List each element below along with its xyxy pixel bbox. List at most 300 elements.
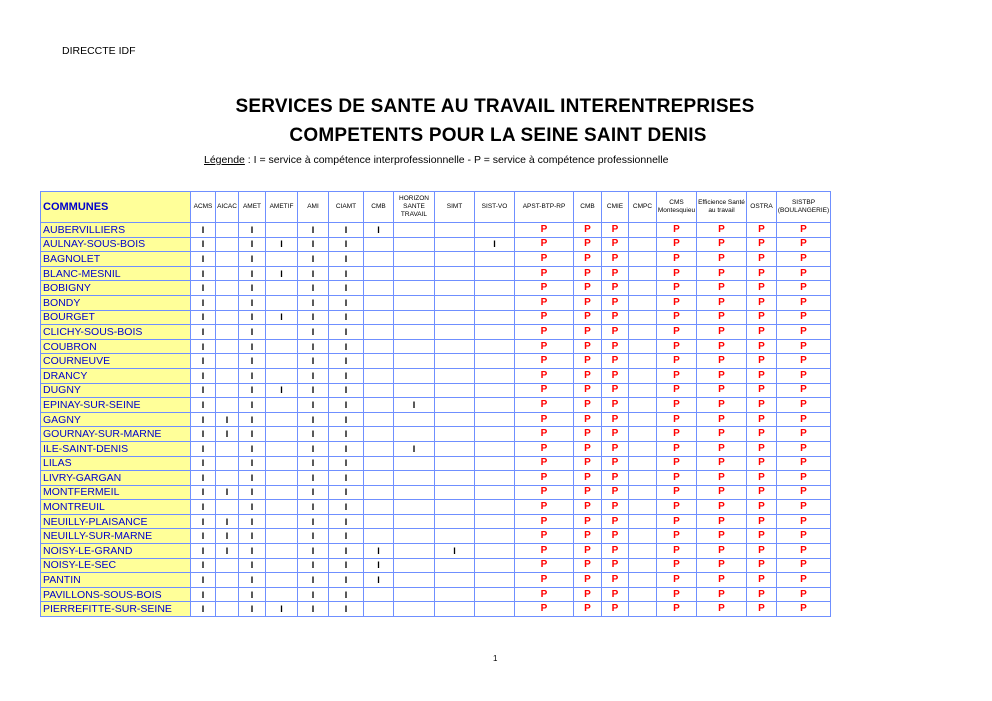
service-cell: P (602, 368, 629, 383)
service-cell: P (515, 368, 574, 383)
service-cell: P (697, 325, 747, 340)
service-cell: I (329, 485, 364, 500)
service-cell: P (657, 398, 697, 413)
service-cell: P (777, 266, 831, 281)
service-cell (435, 587, 475, 602)
service-cell (364, 368, 394, 383)
service-cell: I (298, 325, 329, 340)
service-cell (629, 383, 657, 398)
service-cell: I (329, 237, 364, 252)
table-row (41, 398, 831, 413)
service-cell: P (777, 558, 831, 573)
service-cell: I (216, 412, 239, 427)
service-cell: P (574, 485, 602, 500)
service-cell: I (191, 456, 216, 471)
commune-name: LIVRY-GARGAN (41, 471, 191, 486)
service-cell (629, 558, 657, 573)
service-cell: I (239, 354, 266, 369)
service-cell (475, 398, 515, 413)
table-row (41, 266, 831, 281)
service-cell: P (697, 514, 747, 529)
service-cell: P (697, 441, 747, 456)
service-cell: P (777, 237, 831, 252)
service-cell (435, 602, 475, 617)
service-cell: I (329, 500, 364, 515)
service-cell: P (657, 339, 697, 354)
service-cell (475, 544, 515, 559)
service-cell: P (657, 471, 697, 486)
service-cell: P (515, 456, 574, 471)
service-cell (266, 441, 298, 456)
service-cell (394, 383, 435, 398)
service-cell (475, 266, 515, 281)
service-cell (394, 295, 435, 310)
service-cell: P (574, 573, 602, 588)
service-cell: P (697, 266, 747, 281)
service-cell (216, 295, 239, 310)
service-cell (435, 485, 475, 500)
service-cell (216, 558, 239, 573)
service-cell (364, 529, 394, 544)
table-row (41, 368, 831, 383)
service-cell: I (239, 223, 266, 238)
service-cell: P (602, 398, 629, 413)
service-cell: I (329, 310, 364, 325)
service-cell (266, 412, 298, 427)
service-cell: P (697, 252, 747, 267)
service-cell: P (574, 514, 602, 529)
service-cell: I (298, 368, 329, 383)
service-cell: P (657, 354, 697, 369)
service-cell: I (329, 354, 364, 369)
service-cell (629, 427, 657, 442)
service-cell: P (515, 441, 574, 456)
service-cell (364, 281, 394, 296)
column-header: CIAMT (329, 192, 364, 223)
table-row (41, 485, 831, 500)
service-cell: I (266, 602, 298, 617)
service-cell (266, 529, 298, 544)
service-cell: I (191, 544, 216, 559)
service-cell: P (602, 252, 629, 267)
service-cell (216, 456, 239, 471)
service-cell: I (329, 266, 364, 281)
service-cell: P (697, 485, 747, 500)
service-cell: I (191, 295, 216, 310)
service-cell: P (602, 485, 629, 500)
service-cell: I (191, 514, 216, 529)
service-cell: P (777, 368, 831, 383)
table-row (41, 383, 831, 398)
service-cell: P (777, 544, 831, 559)
service-cell: P (747, 427, 777, 442)
service-cell: P (574, 500, 602, 515)
service-cell (629, 252, 657, 267)
service-cell (394, 354, 435, 369)
service-cell: P (747, 383, 777, 398)
service-cell: P (657, 266, 697, 281)
page-number: 1 (493, 654, 498, 663)
service-cell (435, 529, 475, 544)
column-header: OSTRA (747, 192, 777, 223)
service-cell (629, 237, 657, 252)
service-cell (364, 441, 394, 456)
service-cell: P (574, 295, 602, 310)
service-cell (475, 514, 515, 529)
commune-name: BAGNOLET (41, 252, 191, 267)
service-cell: I (239, 295, 266, 310)
service-cell: P (657, 544, 697, 559)
service-cell: I (329, 325, 364, 340)
service-cell: I (191, 573, 216, 588)
service-cell: P (657, 310, 697, 325)
service-cell: I (329, 412, 364, 427)
service-cell (266, 252, 298, 267)
commune-name: AUBERVILLIERS (41, 223, 191, 238)
service-cell (266, 558, 298, 573)
commune-name: EPINAY-SUR-SEINE (41, 398, 191, 413)
service-cell (364, 339, 394, 354)
commune-name: MONTFERMEIL (41, 485, 191, 500)
service-cell (435, 471, 475, 486)
service-cell (394, 544, 435, 559)
service-cell (266, 587, 298, 602)
service-cell: P (657, 368, 697, 383)
service-cell (364, 325, 394, 340)
service-cell: I (329, 295, 364, 310)
service-cell: I (298, 295, 329, 310)
service-cell: I (239, 412, 266, 427)
service-cell: P (777, 310, 831, 325)
column-header: CMIE (602, 192, 629, 223)
service-cell (364, 383, 394, 398)
service-cell (216, 441, 239, 456)
service-cell (216, 223, 239, 238)
service-cell: I (364, 223, 394, 238)
service-cell: P (574, 412, 602, 427)
service-cell (629, 544, 657, 559)
service-cell (435, 500, 475, 515)
service-cell (216, 266, 239, 281)
service-cell: P (747, 558, 777, 573)
table-row (41, 602, 831, 617)
service-cell: P (515, 266, 574, 281)
commune-name: GAGNY (41, 412, 191, 427)
service-cell: I (191, 223, 216, 238)
service-cell: P (747, 281, 777, 296)
service-cell (364, 587, 394, 602)
service-cell: P (697, 339, 747, 354)
column-header: Efficience Santé au travail (697, 192, 747, 223)
table-row (41, 573, 831, 588)
service-cell (475, 602, 515, 617)
service-cell: P (777, 514, 831, 529)
column-header: CMB (364, 192, 394, 223)
service-cell (266, 485, 298, 500)
service-cell: I (329, 398, 364, 413)
service-cell: I (191, 354, 216, 369)
service-cell (266, 223, 298, 238)
service-cell: P (515, 587, 574, 602)
service-cell: P (777, 500, 831, 515)
service-cell: P (777, 456, 831, 471)
service-cell: I (191, 485, 216, 500)
service-cell: P (574, 310, 602, 325)
service-cell (475, 281, 515, 296)
service-cell: P (515, 339, 574, 354)
service-cell (475, 295, 515, 310)
service-cell (394, 368, 435, 383)
service-cell: I (216, 427, 239, 442)
service-cell: I (394, 441, 435, 456)
service-cell: P (515, 514, 574, 529)
service-cell: P (515, 325, 574, 340)
service-cell: P (697, 573, 747, 588)
service-cell: P (574, 223, 602, 238)
service-cell (629, 368, 657, 383)
service-cell: I (329, 471, 364, 486)
service-cell: I (329, 514, 364, 529)
service-cell: I (298, 427, 329, 442)
service-cell: P (697, 602, 747, 617)
service-cell: I (364, 573, 394, 588)
service-cell: P (747, 398, 777, 413)
table-row (41, 544, 831, 559)
service-cell: I (298, 310, 329, 325)
service-cell (266, 500, 298, 515)
service-cell: P (777, 295, 831, 310)
service-cell: I (239, 558, 266, 573)
service-cell (629, 281, 657, 296)
service-cell (364, 252, 394, 267)
service-cell (266, 368, 298, 383)
service-cell: I (475, 237, 515, 252)
service-cell: I (298, 529, 329, 544)
service-cell (435, 281, 475, 296)
service-cell: P (697, 412, 747, 427)
service-cell: P (747, 602, 777, 617)
column-header: ACMS (191, 192, 216, 223)
service-cell: P (515, 529, 574, 544)
service-cell: I (266, 237, 298, 252)
column-header-communes: COMMUNES (41, 192, 191, 223)
service-cell (266, 427, 298, 442)
service-cell: P (574, 266, 602, 281)
commune-name: BONDY (41, 295, 191, 310)
service-cell: P (602, 456, 629, 471)
service-cell (216, 252, 239, 267)
service-cell: P (515, 383, 574, 398)
service-cell: P (657, 237, 697, 252)
service-cell: I (239, 339, 266, 354)
commune-name: PAVILLONS-SOUS-BOIS (41, 587, 191, 602)
service-cell: I (191, 412, 216, 427)
service-cell: I (239, 310, 266, 325)
service-cell: P (657, 252, 697, 267)
service-cell: I (216, 529, 239, 544)
service-cell: P (657, 412, 697, 427)
service-cell: P (574, 456, 602, 471)
service-cell: I (191, 558, 216, 573)
table-row (41, 339, 831, 354)
service-cell: P (657, 529, 697, 544)
service-cell: P (697, 427, 747, 442)
service-cell (266, 325, 298, 340)
service-cell: I (329, 427, 364, 442)
service-cell: P (602, 427, 629, 442)
service-cell: I (298, 558, 329, 573)
service-cell: P (777, 412, 831, 427)
service-cell: I (239, 485, 266, 500)
service-cell: P (777, 383, 831, 398)
column-header: HORIZON SANTE TRAVAIL (394, 192, 435, 223)
service-cell: I (298, 514, 329, 529)
service-cell (475, 587, 515, 602)
service-cell: I (239, 573, 266, 588)
service-cell: P (515, 295, 574, 310)
service-cell: P (657, 514, 697, 529)
service-cell: P (657, 325, 697, 340)
service-cell: P (602, 587, 629, 602)
service-cell: I (298, 339, 329, 354)
service-cell (394, 471, 435, 486)
table-row (41, 456, 831, 471)
service-cell: P (515, 500, 574, 515)
service-cell: I (329, 281, 364, 296)
service-cell: P (697, 281, 747, 296)
service-cell: P (747, 252, 777, 267)
service-cell: P (515, 281, 574, 296)
service-cell: I (298, 485, 329, 500)
service-cell: P (777, 485, 831, 500)
service-cell: I (191, 310, 216, 325)
service-cell: I (329, 252, 364, 267)
service-cell: P (777, 281, 831, 296)
service-cell: I (266, 266, 298, 281)
commune-name: COURNEUVE (41, 354, 191, 369)
service-cell: I (298, 456, 329, 471)
service-cell: P (657, 558, 697, 573)
service-cell (435, 252, 475, 267)
service-cell: P (747, 544, 777, 559)
service-cell: P (747, 485, 777, 500)
service-cell: I (216, 514, 239, 529)
service-cell (629, 587, 657, 602)
service-cell: I (216, 544, 239, 559)
service-cell (394, 427, 435, 442)
commune-name: GOURNAY-SUR-MARNE (41, 427, 191, 442)
service-cell: I (298, 223, 329, 238)
service-cell (475, 252, 515, 267)
service-cell (394, 310, 435, 325)
service-cell: P (747, 573, 777, 588)
service-cell: I (239, 471, 266, 486)
service-cell (216, 368, 239, 383)
service-cell: I (191, 471, 216, 486)
service-cell: P (657, 456, 697, 471)
service-cell: I (329, 544, 364, 559)
legend-key: Légende (204, 154, 245, 166)
service-cell: I (298, 500, 329, 515)
service-cell (629, 325, 657, 340)
service-cell (216, 573, 239, 588)
service-cell: I (191, 398, 216, 413)
commune-name: NOISY-LE-SEC (41, 558, 191, 573)
service-cell: P (574, 544, 602, 559)
service-cell: P (602, 529, 629, 544)
service-cell: P (657, 295, 697, 310)
service-cell (435, 237, 475, 252)
service-cell (435, 427, 475, 442)
service-cell (266, 573, 298, 588)
service-cell: P (747, 354, 777, 369)
service-cell: P (574, 339, 602, 354)
column-header: CMPC (629, 192, 657, 223)
service-cell: P (747, 529, 777, 544)
service-cell (475, 427, 515, 442)
service-cell: P (777, 529, 831, 544)
column-header: AICAC (216, 192, 239, 223)
service-cell (629, 441, 657, 456)
service-cell: P (777, 587, 831, 602)
service-cell (629, 266, 657, 281)
service-cell (435, 456, 475, 471)
service-cell (394, 252, 435, 267)
service-cell: I (239, 383, 266, 398)
service-cell (629, 223, 657, 238)
service-cell (475, 354, 515, 369)
commune-name: NEUILLY-SUR-MARNE (41, 529, 191, 544)
service-cell: I (191, 368, 216, 383)
commune-name: BLANC-MESNIL (41, 266, 191, 281)
service-cell: I (239, 602, 266, 617)
service-cell: P (602, 281, 629, 296)
service-cell: P (574, 558, 602, 573)
service-cell: I (191, 587, 216, 602)
service-cell: P (602, 237, 629, 252)
service-cell: P (657, 281, 697, 296)
service-cell: P (747, 325, 777, 340)
service-cell (216, 339, 239, 354)
commune-name: ILE-SAINT-DENIS (41, 441, 191, 456)
service-cell: I (329, 602, 364, 617)
service-cell: I (298, 587, 329, 602)
service-cell (435, 325, 475, 340)
service-cell (216, 602, 239, 617)
service-cell (475, 441, 515, 456)
service-cell: P (515, 223, 574, 238)
service-cell: I (329, 368, 364, 383)
service-cell (629, 573, 657, 588)
service-cell (394, 412, 435, 427)
service-cell: I (329, 587, 364, 602)
service-cell (216, 237, 239, 252)
service-cell (475, 325, 515, 340)
service-cell (394, 281, 435, 296)
service-cell (435, 354, 475, 369)
service-cell: P (747, 514, 777, 529)
service-cell: I (329, 573, 364, 588)
service-cell: P (777, 427, 831, 442)
service-cell: P (697, 529, 747, 544)
service-cell: P (602, 339, 629, 354)
document-title-line-1: SERVICES DE SANTE AU TRAVAIL INTERENTREPRISES (235, 96, 755, 117)
table-row (41, 412, 831, 427)
service-cell: P (602, 558, 629, 573)
column-header: CMS Montesquieu (657, 192, 697, 223)
service-cell (475, 456, 515, 471)
service-cell: P (574, 587, 602, 602)
